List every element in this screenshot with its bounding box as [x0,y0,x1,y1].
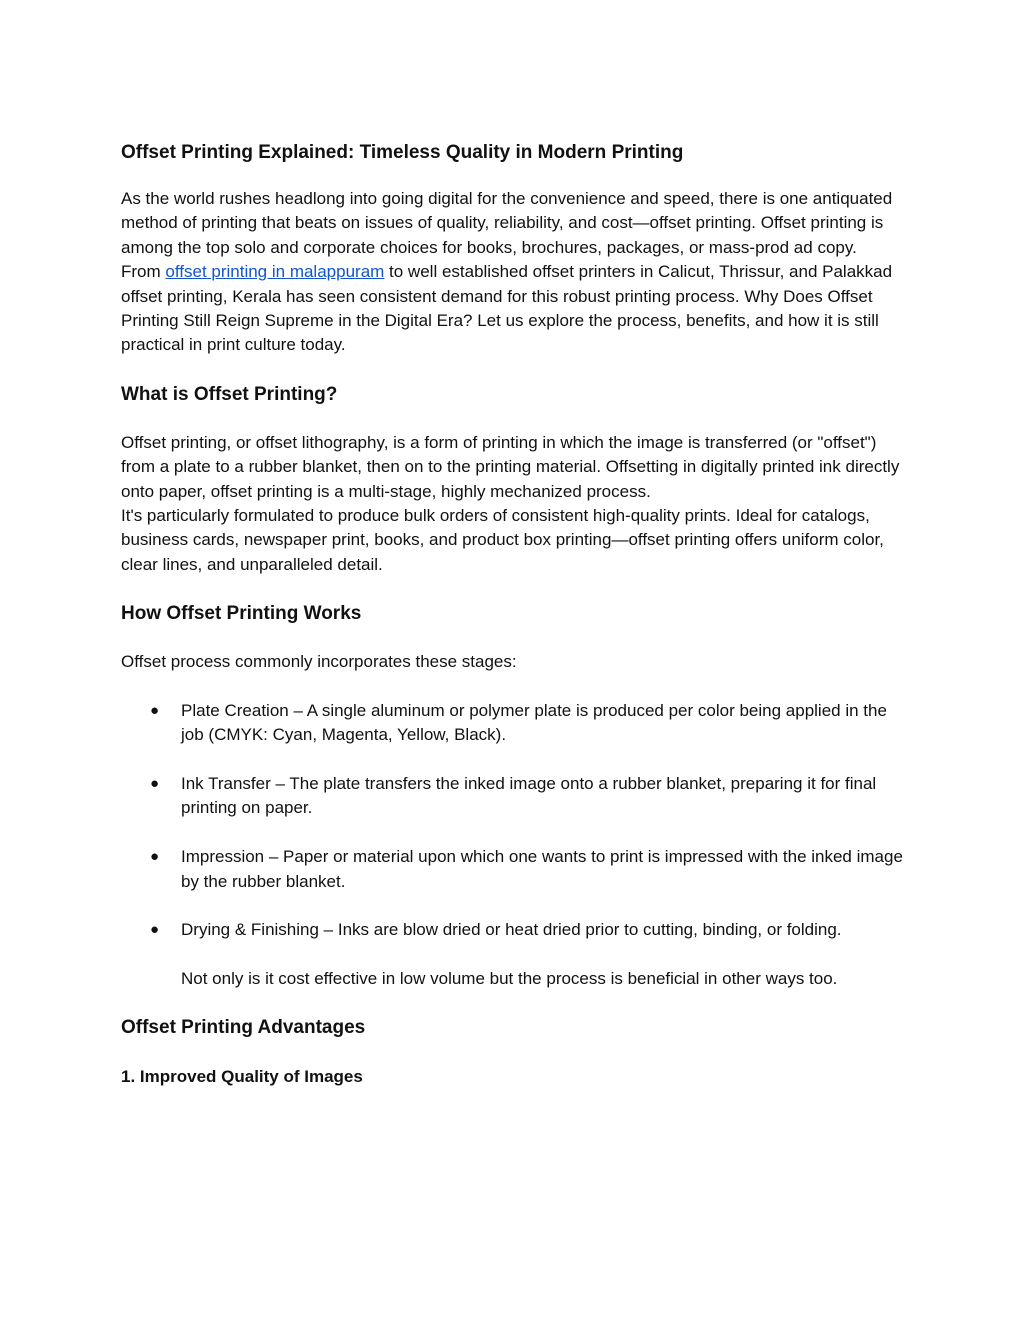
intro-paragraph-1: As the world rushes headlong into going digital for the convenience and speed, there is one antiquated method of printing that beats on issues of quality, reliability, and cost—offset printing. Offset printing is among the top solo and corporate choices for books, brochures, packages, or mass-prod ad copy. [121,189,893,257]
bullet-icon: ● [150,848,160,866]
how-intro: Offset process commonly incorporates these stages: [121,652,517,672]
bullet-icon: ● [150,774,160,792]
list-item [121,918,911,942]
what-paragraph-2: It's particularly formulated to produce bulk orders of consistent high-quality prints. Ideal for catalogs, business cards, newspaper print, books, and product box printing—offset printing offers uniform color, clear lines, and unparalleled detail. [121,506,884,574]
document-page [121,140,911,1089]
intro-p2-before: From [121,262,166,282]
how-outro: Not only is it cost effective in low volume but the process is beneficial in other ways too. [181,968,838,988]
document-title: Offset Printing Explained: Timeless Quality in Modern Printing [121,142,684,163]
stages-list [121,699,911,943]
what-is-heading: What is Offset Printing? [121,383,338,405]
bullet-icon: ● [150,701,160,719]
list-item-text: Ink Transfer – The plate transfers the inked image onto a rubber blanket, preparing it for final printing on paper. [181,773,877,818]
bullet-icon: ● [150,921,160,939]
list-item [121,845,911,894]
intro-p2-after: to well established offset printers in Calicut, Thrissur, and Palakkad offset printing, Kerala has seen consistent demand for this robust printing process. Why Does Offset Printing Still Reign Supreme in the Digital Era? Let us explore the process, benefits, and how it is still practical in print culture today. [121,262,893,355]
intro-paragraph-2 [121,260,911,358]
list-item-text: Impression – Paper or material upon which one wants to print is impressed with the inked image by the rubber blanket. [181,847,903,891]
list-item [121,699,911,748]
offset-printing-malappuram-link[interactable]: offset printing in malappuram [165,262,385,282]
what-paragraph-1: Offset printing, or offset lithography, is a form of printing in which the image is transferred (or "offset") from a plate to a rubber blanket, then on to the printing material. Offsetting in digitally printed ink directly onto paper, offset printing is a multi-stage, highly mechanized process. [121,432,900,501]
list-item [121,772,911,821]
advantage-1-heading: 1. Improved Quality of Images [121,1067,363,1087]
how-it-works-heading: How Offset Printing Works [121,603,362,625]
list-item-text: Drying & Finishing – Inks are blow dried or heat dried prior to cutting, binding, or folding. [181,920,842,940]
advantages-heading: Offset Printing Advantages [121,1017,366,1039]
list-item-text: Plate Creation – A single aluminum or polymer plate is produced per color being applied in the job (CMYK: Cyan, Magenta, Yellow, Black). [181,700,887,745]
